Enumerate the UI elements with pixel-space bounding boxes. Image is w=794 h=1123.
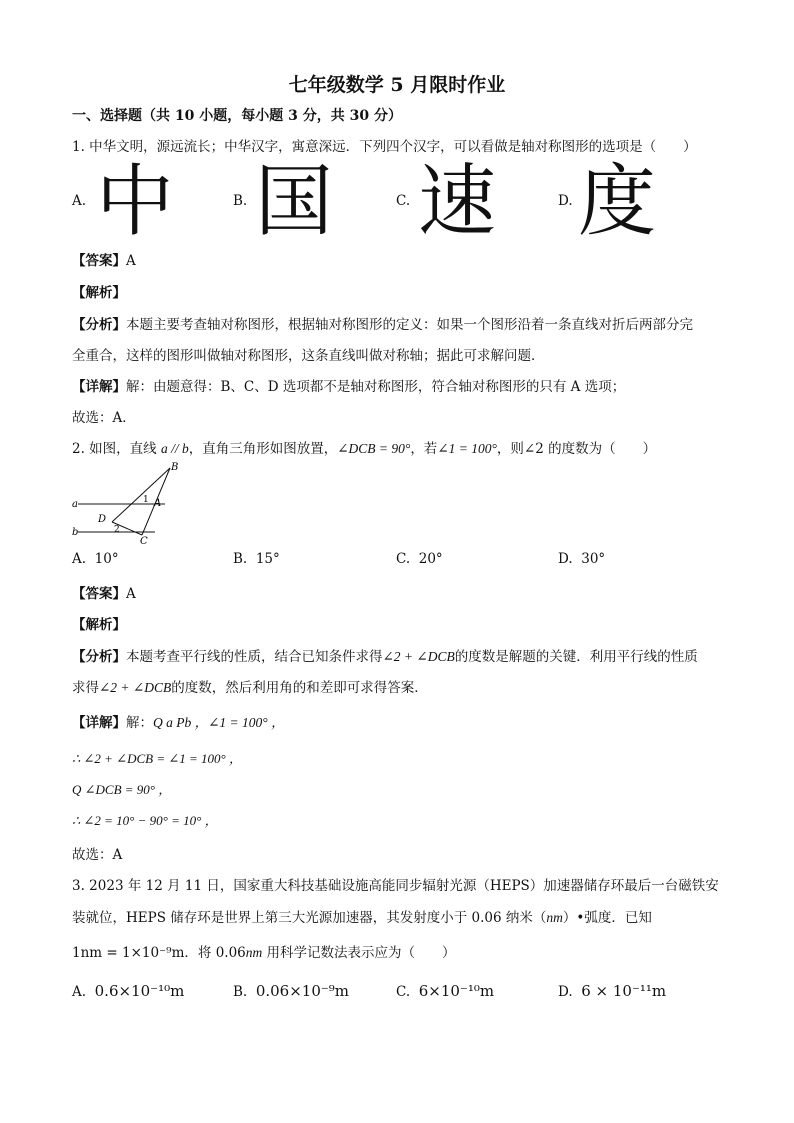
q2-stem-part: ，则∠2 的度数为（ ） [496,441,657,457]
q3-stem-part: ．将 0.06 [184,945,246,961]
q2-step3: ∴ ∠2 = 10° − 90° = 10° ， [72,813,218,828]
q2-analysis-tag: 【解析】 [72,617,126,633]
label-C: C [140,536,148,545]
option-label: D. [558,984,573,1000]
q2-xiangjie [72,711,285,731]
q1-option-c-label: C. [396,193,411,209]
q2-option-b [233,551,280,567]
xiangjie-tag: 【详解】 [72,715,126,731]
label-angle-1: 1 [143,495,149,505]
q2-stem-math: ∠DCB = 90° [337,441,411,456]
option-value: 6×10⁻¹⁰m [418,982,495,1000]
option-value: 6 × 10⁻¹¹m [581,982,667,1000]
q1-option-c-char: 速 [418,157,497,247]
q3-option-a [72,982,184,1000]
q3-stem-part: ）•弧度．已知 [562,910,652,926]
q2-choose: 故选：A [72,847,123,863]
q2-stem-math: a // b [160,441,189,456]
q1-option-a-char: 中 [96,157,175,247]
label-angle-2: 2 [114,525,120,535]
q3-stem-line1: 3. 2023 年 12 月 11 日，国家重大科技基础设施高能同步辐射光源（HEPS）加速器储存环最后一台磁铁安 [72,878,719,894]
option-value: 0.6×10⁻¹⁰m [94,982,185,1000]
q2-stem-part: ，直角三角形如图放置， [188,441,338,457]
option-label: A. [72,984,87,1000]
q1-fenxi-line1 [72,313,693,333]
option-label: C. [396,984,411,1000]
q3-stem-math: 1nm = 1×10⁻⁹m [72,945,185,961]
fenxi-text: 求得 [72,680,99,696]
fenxi-tag: 【分析】 [72,649,126,665]
q2-option-a [72,551,119,567]
q3-option-c [396,982,494,1000]
q2-step2: Q ∠DCB = 90° ， [72,782,172,797]
q2-fenxi-line2 [72,676,428,696]
fenxi-text: 的度数，然后利用角的和差即可求得答案． [171,680,428,696]
xiangjie-math: Q a Pb ，∠1 = 100° ， [153,715,285,730]
fenxi-math: ∠2 + ∠DCB [99,680,172,695]
fenxi-text: 本题主要考查轴对称图形，根据轴对称图形的定义：如果一个图形沿着一条直线对折后两部分完 [126,317,693,333]
q1-xiangjie [72,375,625,395]
q2-figure [70,460,190,545]
label-B: B [171,462,179,473]
option-label: C. [396,551,411,567]
answer-value: A [126,586,136,602]
q2-fenxi-line1 [72,645,698,665]
q2-step1: ∴ ∠2 + ∠DCB = ∠1 = 100° ， [72,751,242,766]
q2-option-c [396,551,443,567]
fenxi-math: ∠2 + ∠DCB [382,649,455,664]
fenxi-text: 本题考查平行线的性质，结合已知条件求得 [126,649,383,665]
fenxi-text: 的度数是解题的关键．利用平行线的性质 [454,649,698,665]
q3-stem-part: 装就位，HEPS 储存环是世界上第三大光源加速器，其发射度小于 0.06 纳米（ [72,910,547,926]
option-label: B. [233,551,248,567]
q1-option-b-char: 国 [255,157,334,247]
q1-fenxi-line2: 全重合，这样的图形叫做轴对称图形，这条直线叫做对称轴；据此可求解问题． [72,348,545,364]
fenxi-tag: 【分析】 [72,317,126,333]
option-value: 15° [255,551,280,567]
q1-choose: 故选：A． [72,410,136,426]
xiangjie-tag: 【详解】 [72,379,126,395]
q3-option-b [233,982,349,1000]
answer-value: A [126,253,136,269]
label-b: b [72,527,79,538]
option-label: A. [72,551,87,567]
q1-option-b-label: B. [233,193,248,209]
q3-option-d [558,982,666,1000]
side-bd [112,468,170,522]
q3-stem-part: 用科学记数法表示应为（ ） [262,945,456,961]
option-value: 10° [94,551,119,567]
q2-option-d [558,551,605,567]
page-title: 七年级数学 5 月限时作业 [288,74,506,96]
q2-stem-part: 2. 如图，直线 [72,441,161,457]
option-label: B. [233,984,248,1000]
option-value: 30° [581,551,606,567]
q1-option-d-char: 度 [578,157,657,247]
section-heading: 一、选择题（共 10 小题，每小题 3 分，共 30 分） [72,108,402,124]
label-D: D [98,514,107,525]
q1-option-a-label: A. [72,193,87,209]
answer-tag: 【答案】 [72,586,126,602]
q3-stem-line3 [72,941,456,961]
q1-answer [72,249,136,269]
q2-stem-math: ∠1 = 100° [437,441,497,456]
xiangjie-text: 解：由题意得：B、C、D 选项都不是轴对称图形，符合轴对称图形的只有 A 选项； [126,379,626,395]
option-label: D. [558,551,573,567]
xiangjie-text: 解： [126,715,153,731]
answer-tag: 【答案】 [72,253,126,269]
option-value: 0.06×10⁻⁹m [255,982,350,1000]
q1-option-d-label: D. [558,193,573,209]
q1-stem: 1. 中华文明，源远流长；中华汉字，寓意深远．下列四个汉字，可以看做是轴对称图形的选项是（ ） [72,139,697,155]
q1-analysis-tag: 【解析】 [72,285,126,301]
q2-answer [72,582,136,602]
q3-stem-math: nm [546,910,563,925]
q3-stem-line2 [72,906,652,926]
option-value: 20° [418,551,443,567]
q3-stem-math: nm [245,945,263,960]
label-a: a [72,499,78,510]
label-A: A [154,498,162,509]
q2-stem [72,437,656,457]
q2-stem-part: ，若 [410,441,438,457]
